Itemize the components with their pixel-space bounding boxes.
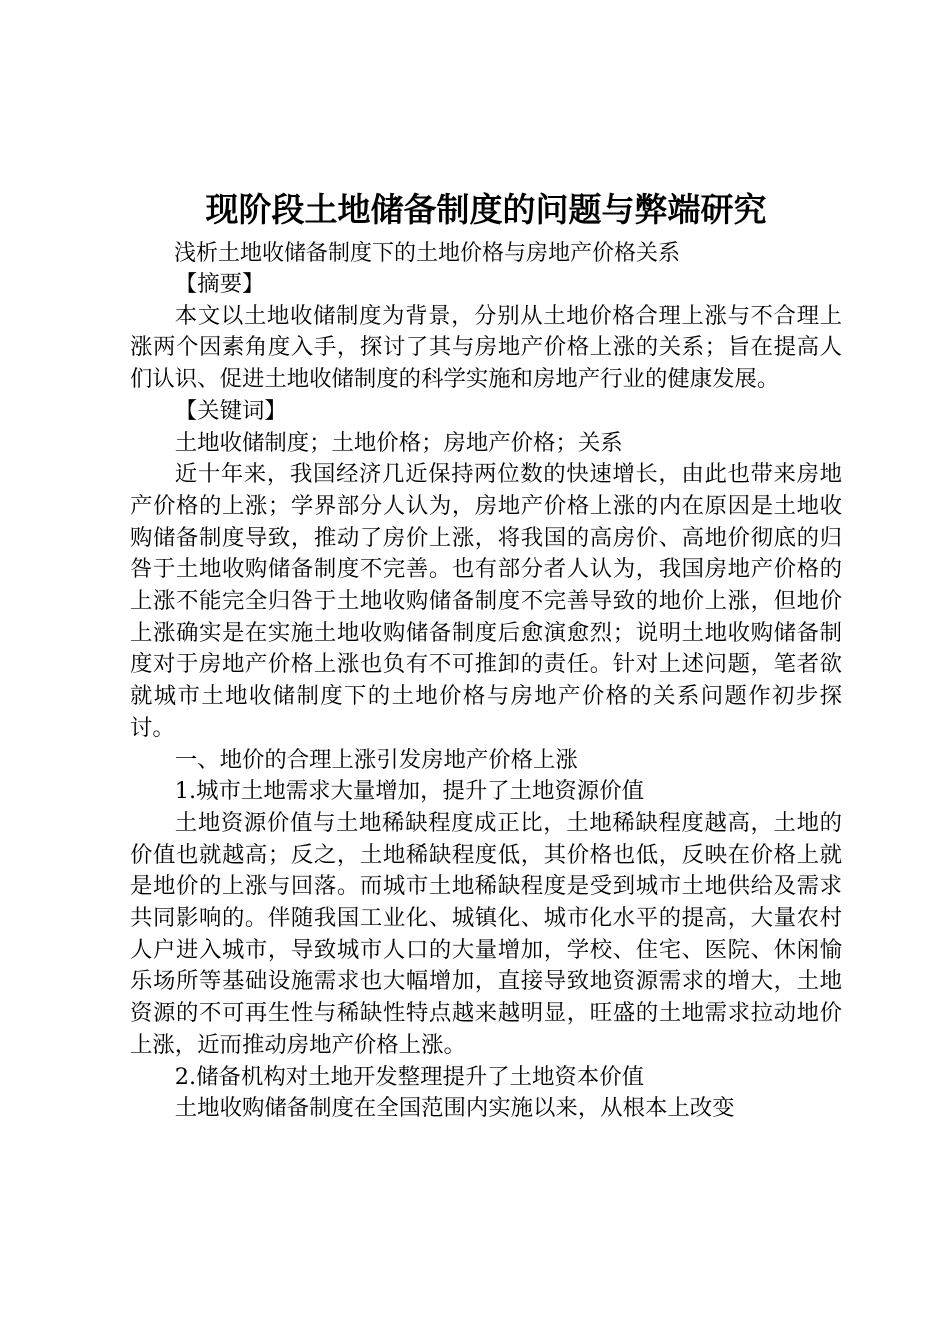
keywords-paragraph: 土地收储制度；土地价格；房地产价格；关系 — [174, 429, 623, 456]
subsection-2-heading: 2.储备机构对土地开发整理提升了土地资本价值 — [174, 1063, 644, 1090]
intro-paragraph: 近十年来，我国经济几近保持两位数的快速增长，由此也带来房地产价格的上涨；学界部分人认为，房地产价格上涨的内在原因是土地收购储备制度导致，推动了房价上涨，将我国的高房价、高地价彻底的归咎于土地收购储备制度不完善。也有部分者人认为，我国房地产价格的上涨不能完全归咎于土地收购储备制度不完善导致的地价上涨，但地价上涨确实是在实施土地收购储备制度后愈演愈烈；说明土地收购储备制度对于房地产价格上涨也负有不可推卸的责任。针对上述问题，笔者欲就城市土地收储制度下的土地价格与房地产价格的关系问题作初步探讨。 — [130, 461, 842, 741]
subsection-2-paragraph: 土地收购储备制度在全国范围内实施以来，从根本上改变 — [174, 1095, 735, 1122]
document-page — [130, 186, 842, 1125]
abstract-paragraph: 本文以土地收储制度为背景，分别从土地价格合理上涨与不合理上涨两个因素角度入手，探讨了其与房地产价格上涨的关系；旨在提高人们认识、促进土地收储制度的科学实施和房地产行业的健康发展。 — [130, 302, 842, 393]
document-title: 现阶段土地储备制度的问题与弊端研究 — [205, 190, 767, 229]
subsection-1-heading: 1.城市土地需求大量增加，提升了土地资源价值 — [174, 778, 644, 805]
document-subtitle: 浅析土地收储备制度下的土地价格与房地产价格关系 — [174, 241, 681, 266]
abstract-heading: 【摘要】 — [174, 271, 265, 297]
section-1-heading: 一、地价的合理上涨引发房地产价格上涨 — [174, 746, 578, 773]
subsection-1-paragraph: 土地资源价值与土地稀缺程度成正比，土地稀缺程度越高，土地的价值也就越高；反之，土地稀缺程度低，其价格也低，反映在价格上就是地价的上涨与回落。而城市土地稀缺程度是受到城市土地供给及需求共同影响的。伴随我国工业化、城镇化、城市化水平的提高，大量农村人户进入城市，导致城市人口的大量增加，学校、住宅、医院、休闲愉乐场所等基础设施需求也大幅增加，直接导致地资源需求的增大，土地资源的不可再生性与稀缺性特点越来越明显，旺盛的土地需求拉动地价上涨，近而推动房地产价格上涨。 — [130, 809, 842, 1058]
keywords-heading: 【关键词】 — [174, 397, 287, 424]
